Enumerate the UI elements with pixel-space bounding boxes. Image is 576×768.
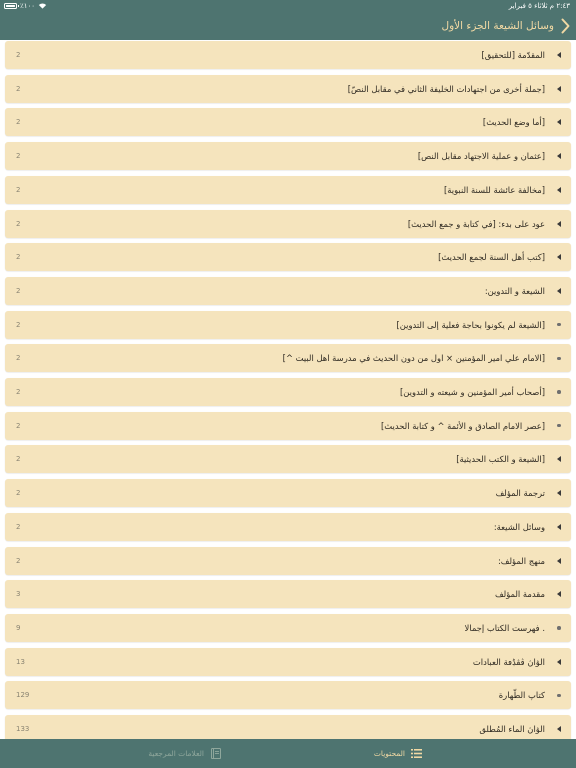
bullet-dot-icon: [556, 322, 562, 328]
page-title: وسائل الشيعة الجزء الأول: [441, 20, 554, 32]
item-page-number: 129: [16, 691, 30, 700]
status-indicators: [4, 0, 47, 12]
expand-arrow-icon[interactable]: [556, 726, 562, 732]
triangle-left-icon: [557, 288, 561, 294]
list-item[interactable]: [5, 311, 571, 339]
expand-arrow-icon[interactable]: [556, 153, 562, 159]
expand-arrow-icon[interactable]: [556, 288, 562, 294]
item-title: [الشيعة لم يكونوا بحاجة فعلية إلى التدوين]: [396, 319, 545, 330]
item-page-number: 2: [16, 421, 21, 430]
item-title: [أما وضع الحديث]: [482, 117, 545, 128]
bullet-dot-icon: [556, 423, 562, 429]
dot-icon: [557, 323, 561, 327]
item-page-number: 2: [16, 118, 21, 127]
item-title: . فهرست الكتاب إجمالا: [464, 622, 545, 633]
item-title: [عثمان و عملية الاجتهاد مقابل النص]: [417, 151, 545, 162]
item-title: الۋاڽ ڨڨڋڡة العبادات: [472, 656, 545, 667]
list-item[interactable]: [5, 580, 571, 608]
expand-arrow-icon[interactable]: [556, 52, 562, 58]
list-item[interactable]: [5, 142, 571, 170]
item-page-number: 2: [16, 84, 21, 93]
expand-arrow-icon[interactable]: [556, 524, 562, 530]
item-title: [الشيعة و الكتب الحديثية]: [456, 454, 545, 465]
expand-arrow-icon[interactable]: [556, 591, 562, 597]
tab-contents-label: المحتويات: [373, 749, 405, 758]
item-title: [كتب أهل السنة لجمع الحديث]: [438, 252, 545, 263]
item-title: [عصر الامام الصادق و الأئمة ^ و كتابة الحديث]: [381, 420, 545, 431]
tab-bar: [0, 739, 576, 768]
list-item[interactable]: [5, 614, 571, 642]
dot-icon: [557, 626, 561, 630]
expand-arrow-icon[interactable]: [556, 456, 562, 462]
list-item[interactable]: [5, 412, 571, 440]
item-title: عود على بدء: [في كتابة و جمع الحديث]: [407, 218, 545, 229]
item-page-number: 2: [16, 556, 21, 565]
chevron-right-icon: [561, 18, 570, 34]
expand-arrow-icon[interactable]: [556, 254, 562, 260]
triangle-left-icon: [557, 86, 561, 92]
list-item[interactable]: [5, 243, 571, 271]
expand-arrow-icon[interactable]: [556, 659, 562, 665]
item-title: [أصحاب أمير المؤمنين و شيعته و التدوين]: [400, 387, 545, 397]
item-title: وسائل الشيعة:: [493, 521, 545, 532]
item-page-number: 2: [16, 51, 21, 59]
dot-icon: [557, 694, 561, 698]
item-title: [جملة أخرى من اجتهادات الخليفة الثاني في مقابل النصّ]: [347, 83, 545, 94]
list-item[interactable]: [5, 41, 571, 69]
list-item[interactable]: [5, 479, 571, 507]
item-page-number: 2: [16, 388, 21, 396]
triangle-left-icon: [557, 558, 561, 564]
expand-arrow-icon[interactable]: [556, 86, 562, 92]
item-title: [الامام علي امير المؤمنين × اول من دون الحديث في مدرسة اهل البيت ^]: [282, 353, 545, 364]
item-title: كتاپ الطّهارة: [498, 690, 545, 701]
contents-list[interactable]: [0, 40, 576, 739]
expand-arrow-icon[interactable]: [556, 221, 562, 227]
triangle-left-icon: [557, 153, 561, 159]
expand-arrow-icon[interactable]: [556, 187, 562, 193]
item-page-number: 2: [16, 253, 21, 262]
status-bar: [0, 0, 576, 12]
item-title: مقدمة المؤلف: [494, 589, 545, 600]
list-item[interactable]: [5, 378, 571, 406]
tab-bookmarks-label: العلامات المرجعية: [148, 749, 204, 758]
wifi-icon: [38, 3, 47, 9]
triangle-left-icon: [557, 52, 561, 58]
list-item[interactable]: [5, 277, 571, 305]
bullet-dot-icon: [556, 625, 562, 631]
item-title: [مخالفة عائشة للسنة النبوية]: [444, 184, 545, 195]
battery-icon: [4, 3, 17, 9]
item-page-number: 2: [16, 219, 21, 228]
item-title: المقدّمة [للتحقيق]: [481, 50, 545, 60]
bullet-dot-icon: [556, 355, 562, 361]
triangle-left-icon: [557, 187, 561, 193]
item-page-number: 2: [16, 320, 21, 329]
item-page-number: 133: [16, 725, 30, 733]
triangle-left-icon: [557, 221, 561, 227]
expand-arrow-icon[interactable]: [556, 490, 562, 496]
item-title: الشيعة و التدوين:: [484, 285, 545, 296]
list-item[interactable]: [5, 75, 571, 103]
navigation-bar: [0, 12, 576, 40]
list-item[interactable]: [5, 681, 571, 709]
back-button[interactable]: [558, 15, 572, 37]
bullet-dot-icon: [556, 389, 562, 395]
triangle-left-icon: [557, 591, 561, 597]
expand-arrow-icon[interactable]: [556, 558, 562, 564]
list-item[interactable]: [5, 513, 571, 541]
triangle-left-icon: [557, 456, 561, 462]
item-page-number: 2: [16, 286, 21, 295]
tab-bookmarks[interactable]: [148, 739, 221, 768]
item-page-number: 2: [16, 185, 21, 194]
list-item[interactable]: [5, 210, 571, 238]
item-page-number: 2: [16, 489, 21, 498]
book-icon: [210, 748, 221, 759]
battery-percent: ٪١٠٠: [20, 2, 36, 10]
item-page-number: 13: [16, 657, 25, 666]
expand-arrow-icon[interactable]: [556, 119, 562, 125]
dot-icon: [557, 357, 561, 361]
triangle-left-icon: [557, 254, 561, 260]
triangle-left-icon: [557, 490, 561, 496]
triangle-left-icon: [557, 119, 561, 125]
item-page-number: 2: [16, 455, 21, 464]
item-title: الۋاڽ الماء المُطلق: [479, 724, 545, 734]
triangle-left-icon: [557, 659, 561, 665]
list-item[interactable]: [5, 547, 571, 575]
triangle-left-icon: [557, 524, 561, 530]
list-item[interactable]: [5, 108, 571, 136]
list-item[interactable]: [5, 648, 571, 676]
list-item[interactable]: [5, 176, 571, 204]
item-title: منهج المؤلف:: [497, 555, 545, 566]
item-page-number: 3: [16, 590, 21, 599]
list-item[interactable]: [5, 715, 571, 739]
list-item[interactable]: [5, 445, 571, 473]
list-item[interactable]: [5, 344, 571, 372]
status-time-date: ٢:٤٣ م ثلاثاء ٥ فبراير: [508, 2, 570, 10]
list-icon: [411, 748, 422, 759]
triangle-left-icon: [557, 726, 561, 732]
tab-contents[interactable]: [374, 739, 422, 768]
item-page-number: 2: [16, 522, 21, 531]
dot-icon: [557, 390, 561, 394]
item-title: ترجمة المؤلف: [495, 488, 545, 499]
bullet-dot-icon: [556, 692, 562, 698]
item-page-number: 2: [16, 152, 21, 161]
item-page-number: 2: [16, 354, 21, 363]
dot-icon: [557, 424, 561, 428]
item-page-number: 9: [16, 623, 21, 632]
